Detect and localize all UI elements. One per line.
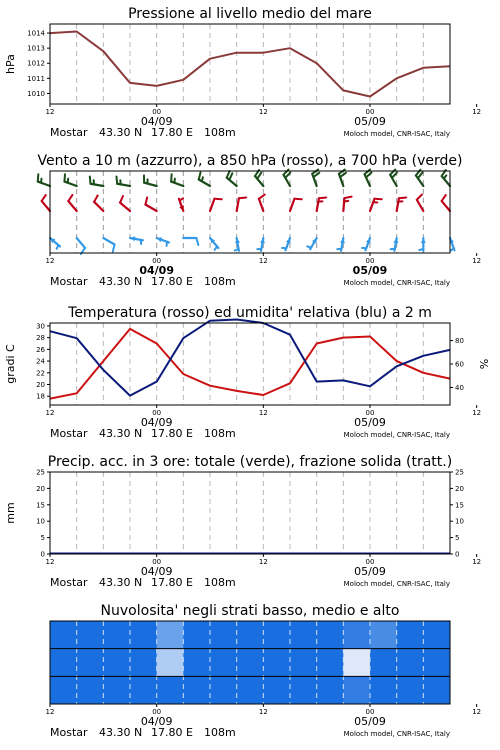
y-tick-label: 5 — [40, 534, 45, 543]
cloud-cell — [157, 649, 184, 677]
wind-barb — [42, 195, 50, 211]
location-lon: 17.80 E — [151, 576, 193, 589]
plot-frame — [50, 24, 450, 104]
humidity-line — [50, 320, 450, 396]
date-label: 05/09 — [354, 565, 386, 578]
barb-feather — [171, 174, 172, 181]
location-elev: 108m — [204, 576, 236, 589]
x-tick-label: 12 — [45, 558, 55, 566]
y-tick-label: 1010 — [27, 89, 45, 98]
location-lat: 43.30 N — [99, 576, 143, 589]
y-tick-label-right: 0 — [455, 550, 460, 559]
barb-shaft — [42, 201, 50, 211]
y-tick-label: 1011 — [27, 74, 45, 83]
wind-barb — [38, 174, 50, 186]
x-tick-label: 12 — [258, 108, 268, 116]
barb-feather — [64, 174, 65, 181]
x-tick-label: 12 — [258, 708, 268, 716]
cloud-cell — [370, 621, 397, 649]
model-credit: Moloch model, CNR-ISAC, Italy — [343, 130, 450, 138]
x-tick-label: 12 — [258, 257, 268, 265]
x-tick-label: 00 — [152, 558, 162, 566]
y-tick-label-right: 10 — [455, 517, 464, 526]
barb-feather — [214, 199, 221, 200]
barb-half-feather — [419, 249, 423, 250]
y-tick-label: 10 — [36, 517, 45, 526]
location-lon: 17.80 E — [151, 427, 193, 440]
location-elev: 108m — [204, 726, 236, 739]
date-label: 05/09 — [352, 264, 388, 277]
y-tick-label: 20 — [36, 381, 45, 389]
location-lat: 43.30 N — [99, 427, 143, 440]
location-name: Mostar — [50, 576, 88, 589]
x-tick-label: 00 — [365, 558, 375, 566]
y-tick-label: 0 — [40, 550, 45, 559]
x-tick-label: 00 — [152, 257, 162, 265]
chart-title: Nuvolosita' negli strati basso, medio e alto — [100, 603, 400, 619]
y-axis-label: hPa — [4, 54, 17, 74]
y-tick-label: 15 — [36, 501, 45, 510]
location-name: Mostar — [50, 275, 88, 288]
x-tick-label: 12 — [45, 108, 55, 116]
model-credit: Moloch model, CNR-ISAC, Italy — [343, 431, 450, 439]
x-tick-label: 12 — [472, 108, 482, 116]
x-tick-label: 00 — [152, 708, 162, 716]
x-tick-label: 12 — [472, 257, 482, 265]
x-tick-label: 00 — [365, 108, 375, 116]
y-tick-label-right: 25 — [455, 468, 464, 477]
cloud-cell — [343, 649, 370, 677]
y-axis-label: mm — [4, 502, 17, 524]
date-label: 04/09 — [140, 416, 173, 429]
barb-half-feather — [202, 177, 203, 181]
barb-half-feather — [307, 246, 311, 247]
barb-half-feather — [344, 201, 348, 202]
chart-title: Pressione al livello medio del mare — [128, 6, 372, 22]
y-tick-label: 28 — [36, 334, 45, 343]
location-lon: 17.80 E — [151, 275, 193, 288]
barb-feather — [319, 197, 326, 198]
model-credit: Moloch model, CNR-ISAC, Italy — [343, 580, 450, 588]
y-axis-label-right: % — [478, 358, 491, 370]
location-lat: 43.30 N — [99, 126, 143, 139]
date-label: 05/09 — [354, 715, 386, 728]
date-label: 04/09 — [140, 565, 173, 578]
x-tick-label: 00 — [152, 108, 162, 116]
location-elev: 108m — [204, 126, 236, 139]
location-lat: 43.30 N — [99, 275, 143, 288]
location-lat: 43.30 N — [99, 726, 143, 739]
y-tick-label: 26 — [36, 345, 45, 354]
barb-feather — [38, 174, 39, 181]
cloud-cell — [157, 621, 184, 649]
x-tick-label: 12 — [472, 708, 482, 716]
y-tick-label-right: 60 — [455, 360, 464, 369]
x-tick-label: 12 — [45, 409, 55, 417]
barb-feather — [294, 199, 301, 200]
date-label: 04/09 — [140, 715, 173, 728]
x-tick-label: 12 — [472, 409, 482, 417]
barb-half-feather — [450, 248, 453, 250]
x-tick-label: 00 — [365, 257, 375, 265]
y-tick-label: 20 — [36, 484, 45, 493]
barb-feather — [42, 195, 46, 201]
y-tick-label-right: 5 — [455, 534, 460, 543]
y-tick-label-right: 15 — [455, 501, 464, 510]
model-credit: Moloch model, CNR-ISAC, Italy — [343, 279, 450, 287]
date-label: 05/09 — [354, 416, 386, 429]
location-lon: 17.80 E — [151, 126, 193, 139]
date-label: 04/09 — [139, 264, 174, 277]
x-tick-label: 12 — [472, 558, 482, 566]
location-name: Mostar — [50, 427, 88, 440]
date-label: 04/09 — [140, 115, 173, 128]
y-tick-label: 30 — [36, 322, 45, 331]
cloud-cell — [343, 676, 370, 704]
y-tick-label: 25 — [36, 468, 45, 477]
y-tick-label: 22 — [36, 369, 45, 378]
y-axis-label: gradi C — [4, 344, 17, 384]
pressure-line — [50, 32, 450, 97]
location-elev: 108m — [204, 427, 236, 440]
date-label: 05/09 — [354, 115, 386, 128]
x-tick-label: 12 — [258, 409, 268, 417]
y-tick-label-right: 80 — [455, 337, 464, 346]
y-tick-label: 24 — [36, 357, 45, 366]
barb-shaft — [343, 198, 344, 211]
x-tick-label: 12 — [45, 708, 55, 716]
chart-title: Vento a 10 m (azzurro), a 850 hPa (rosso), a 700 hPa (verde) — [37, 153, 463, 169]
y-tick-label: 1013 — [27, 44, 45, 53]
cloud-cell — [343, 621, 370, 649]
y-tick-label: 1012 — [27, 59, 45, 68]
location-lon: 17.80 E — [151, 726, 193, 739]
y-tick-label: 18 — [36, 392, 45, 401]
barb-feather — [399, 197, 406, 198]
model-credit: Moloch model, CNR-ISAC, Italy — [343, 730, 450, 738]
location-name: Mostar — [50, 726, 88, 739]
barb-feather — [90, 177, 91, 184]
location-name: Mostar — [50, 126, 88, 139]
plot-frame — [50, 472, 450, 554]
y-tick-label: 1014 — [27, 29, 45, 38]
y-tick-label-right: 40 — [455, 383, 464, 392]
barb-feather — [344, 197, 351, 198]
x-tick-label: 00 — [365, 409, 375, 417]
barb-shaft — [38, 182, 50, 186]
barb-feather — [374, 199, 381, 200]
chart-title: Temperatura (rosso) ed umidita' relativa (blu) a 2 m — [68, 305, 432, 321]
y-tick-label-right: 20 — [455, 484, 464, 493]
x-tick-label: 12 — [45, 257, 55, 265]
x-tick-label: 00 — [365, 708, 375, 716]
barb-feather — [239, 197, 246, 198]
barb-feather — [116, 177, 117, 184]
chart-title: Precip. acc. in 3 ore: totale (verde), frazione solida (tratt.) — [47, 454, 453, 470]
x-tick-label: 00 — [152, 409, 162, 417]
location-elev: 108m — [204, 275, 236, 288]
x-tick-label: 12 — [258, 558, 268, 566]
temperature-line — [50, 329, 450, 399]
